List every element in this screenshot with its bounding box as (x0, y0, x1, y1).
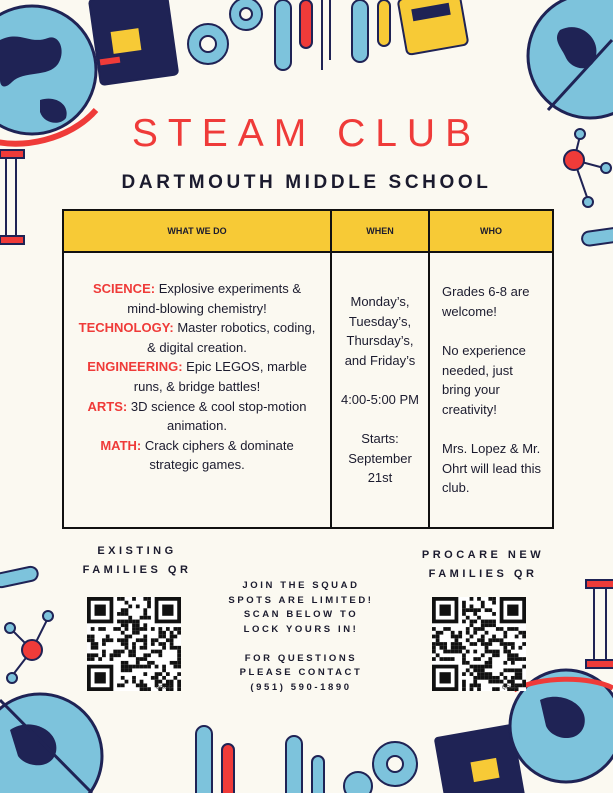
header-when: WHEN (331, 210, 429, 252)
activity-engineering: ENGINEERING: Epic LEGOS, marble runs, & bridge battles! (87, 359, 307, 394)
activity-math: MATH: Crack ciphers & dominate strategic games. (100, 437, 294, 473)
book-icon (89, 0, 178, 85)
who-cell (429, 252, 553, 528)
gear-icon (188, 0, 262, 64)
info-table (62, 209, 554, 529)
test-tube-icon (581, 227, 613, 246)
procare-families-qr-code[interactable] (432, 597, 526, 691)
activity-arts: ARTS: 3D science & cool stop-motion animation. (87, 398, 307, 434)
meeting-time: 4:00-5:00 PM (340, 392, 420, 407)
contact-phone: (951) 590-1890 (250, 681, 352, 693)
existing-families-qr-code[interactable] (87, 597, 181, 691)
qr-caption: QRCG (502, 685, 519, 691)
start-date: Starts: September 21st (348, 431, 412, 486)
stand-icon (586, 580, 613, 668)
molecule-icon (5, 611, 53, 683)
activity-science: SCIENCE: Explosive experiments & mind-blowing chemistry! (92, 281, 302, 316)
test-tube-icon (0, 566, 39, 589)
meeting-days: Monday’s, Tuesday’s, Thursday’s, and Friday’s (344, 294, 416, 368)
test-tube-icon (275, 0, 390, 70)
activity-technology: TECHNOLOGY: Master robotics, coding, & digital creation. (78, 320, 316, 355)
page-title: STEAM CLUB (131, 112, 482, 155)
header-who: WHO (429, 210, 553, 252)
existing-families-heading: EXISTING FAMILIES QR (82, 545, 192, 576)
when-cell (331, 252, 429, 528)
procare-families-heading: PROCARE NEW FAMILIES QR (421, 549, 545, 580)
join-message-block (228, 579, 374, 695)
globe-icon (0, 694, 102, 793)
experience-note: No experience needed, just bring your creativity! (442, 343, 526, 417)
club-leaders: Mrs. Lopez & Mr. Ohrt will lead this club. (442, 440, 541, 496)
stand-icon (0, 150, 24, 244)
qr-caption: QRCG (156, 685, 173, 691)
calculator-icon (398, 0, 469, 55)
test-tube-icon (196, 726, 324, 793)
school-name: DARTMOUTH MIDDLE SCHOOL (121, 172, 492, 193)
gear-icon (344, 742, 417, 793)
eligible-grades: Grades 6-8 are welcome! (442, 284, 530, 319)
join-message: JOIN THE SQUAD SPOTS ARE LIMITED! SCAN BELOW TO LOCK YOURS IN! (228, 580, 374, 635)
header-what-we-do: WHAT WE DO (63, 210, 331, 252)
contact-label: FOR QUESTIONS PLEASE CONTACT (239, 652, 363, 678)
globe-icon (528, 0, 613, 118)
table-row (63, 252, 553, 528)
table-header-row (63, 210, 553, 252)
activities-cell (63, 252, 331, 528)
